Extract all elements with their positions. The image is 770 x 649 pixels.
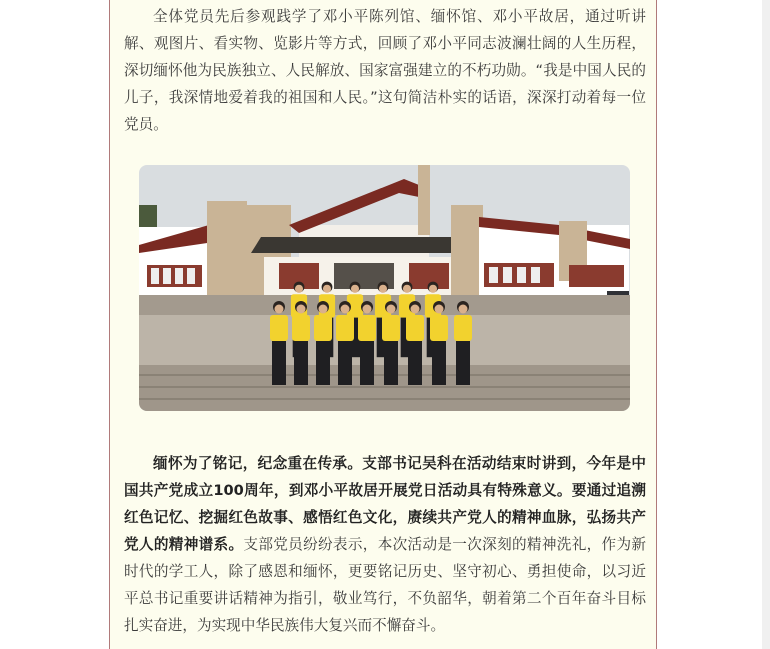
article-page (109, 0, 657, 649)
paragraph-visit: 全体党员先后参观践学了邓小平陈列馆、缅怀馆、邓小平故居，通过听讲解、观图片、看实物、览影片等方式，回顾了邓小平同志波澜壮阔的人生历程，深切缅怀他为民族独立、人民解放、国家富强建立的不朽功勋。“我是中国人民的儿子，我深情地爱着我的祖国和人民。”这句简洁朴实的话语，深深打动着每一位党员。 (124, 8, 646, 133)
summary-rest-text: 支部党员纷纷表示，本次活动是一次深刻的精神洗礼，作为新时代的学工人，除了感恩和缅怀，更要铭记历史、坚守初心、勇担使命，以习近平总书记重要讲话精神为指引，敬业笃行，不负韶华，朝着第二个百年奋斗目标扎实奋进，为实现中华民族伟大复兴而不懈奋斗。 (124, 536, 646, 634)
summary-bold-text: 缅怀为了铭记，纪念重在传承。支部书记吴科在活动结束时讲到，今年是中国共产党成立100周年，到邓小平故居开展党日活动具有特殊意义。要通过追溯红色记忆、挖掘红色故事、感悟红色文化，赓续共产党人的精神血脉，弘扬共产党人的精神谱系。 (124, 455, 646, 553)
scrollbar[interactable] (762, 0, 770, 649)
paragraph-summary (124, 450, 646, 639)
group-photo (139, 165, 630, 411)
museum-group-photo-image (139, 165, 630, 411)
